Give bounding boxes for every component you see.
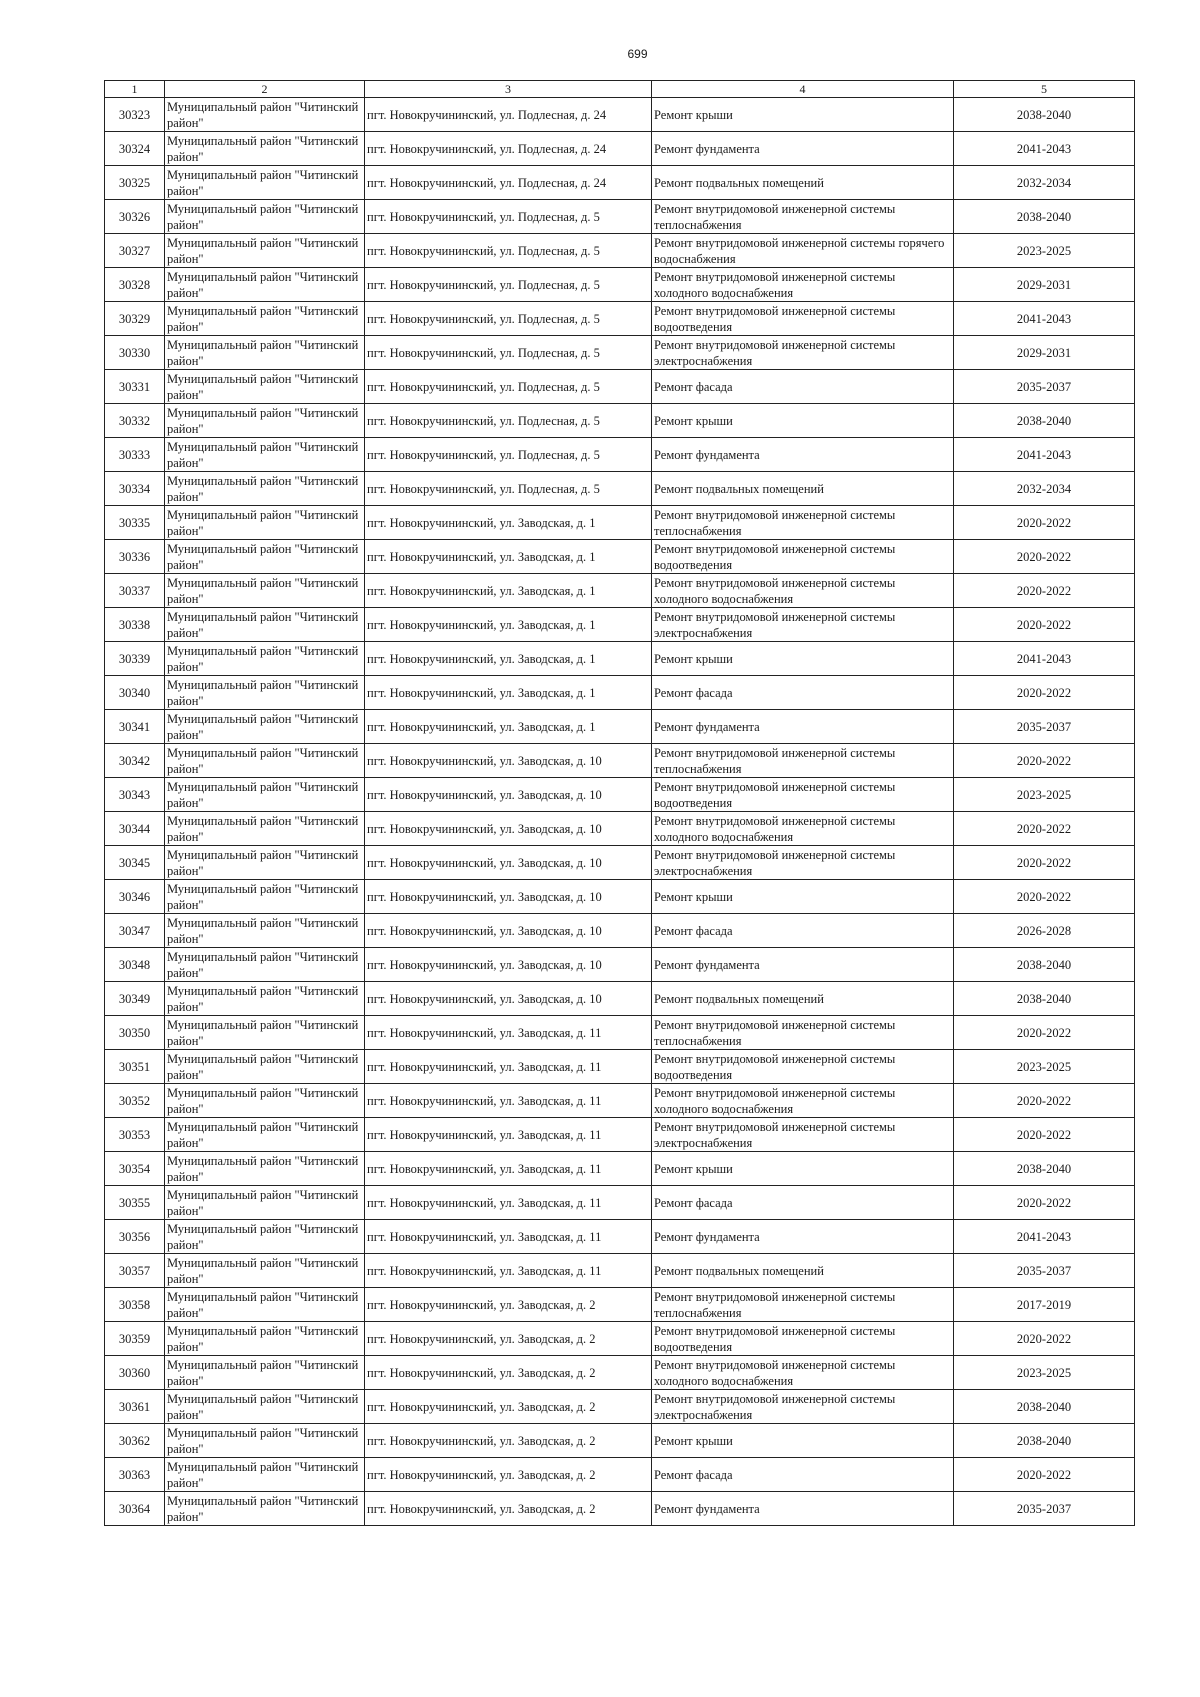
row-number-cell: 30356 [105, 1220, 165, 1254]
municipality-cell: Муниципальный район "Читинский район" [165, 336, 365, 370]
table-row [105, 880, 1135, 914]
period-cell: 2041-2043 [954, 642, 1135, 676]
municipality-cell: Муниципальный район "Читинский район" [165, 438, 365, 472]
period-cell: 2023-2025 [954, 1356, 1135, 1390]
work-type-cell: Ремонт внутридомовой инженерной системы электроснабжения [652, 1118, 954, 1152]
table-row [105, 268, 1135, 302]
table-row [105, 1152, 1135, 1186]
table-row [105, 200, 1135, 234]
period-cell: 2020-2022 [954, 1322, 1135, 1356]
column-header: 3 [365, 81, 652, 98]
address-cell: пгт. Новокручининский, ул. Заводская, д. 1 [365, 506, 652, 540]
table-row [105, 1118, 1135, 1152]
table-row [105, 132, 1135, 166]
row-number-cell: 30338 [105, 608, 165, 642]
row-number-cell: 30349 [105, 982, 165, 1016]
row-number-cell: 30340 [105, 676, 165, 710]
row-number-cell: 30334 [105, 472, 165, 506]
address-cell: пгт. Новокручининский, ул. Подлесная, д. 24 [365, 98, 652, 132]
municipality-cell: Муниципальный район "Читинский район" [165, 744, 365, 778]
row-number-cell: 30327 [105, 234, 165, 268]
table-row [105, 336, 1135, 370]
address-cell: пгт. Новокручининский, ул. Заводская, д. 1 [365, 540, 652, 574]
row-number-cell: 30332 [105, 404, 165, 438]
work-type-cell: Ремонт внутридомовой инженерной системы водоотведения [652, 778, 954, 812]
row-number-cell: 30355 [105, 1186, 165, 1220]
row-number-cell: 30330 [105, 336, 165, 370]
row-number-cell: 30351 [105, 1050, 165, 1084]
table-row [105, 370, 1135, 404]
address-cell: пгт. Новокручининский, ул. Заводская, д. 1 [365, 642, 652, 676]
period-cell: 2041-2043 [954, 1220, 1135, 1254]
work-type-cell: Ремонт фасада [652, 676, 954, 710]
work-type-cell: Ремонт внутридомовой инженерной системы теплоснабжения [652, 1016, 954, 1050]
table-row [105, 1016, 1135, 1050]
table-row [105, 778, 1135, 812]
table-row [105, 1390, 1135, 1424]
period-cell: 2020-2022 [954, 1016, 1135, 1050]
address-cell: пгт. Новокручининский, ул. Заводская, д. 11 [365, 1152, 652, 1186]
period-cell: 2020-2022 [954, 506, 1135, 540]
period-cell: 2029-2031 [954, 336, 1135, 370]
municipality-cell: Муниципальный район "Читинский район" [165, 1016, 365, 1050]
row-number-cell: 30343 [105, 778, 165, 812]
row-number-cell: 30363 [105, 1458, 165, 1492]
work-type-cell: Ремонт внутридомовой инженерной системы водоотведения [652, 1050, 954, 1084]
address-cell: пгт. Новокручининский, ул. Подлесная, д. 5 [365, 472, 652, 506]
period-cell: 2020-2022 [954, 880, 1135, 914]
period-cell: 2038-2040 [954, 200, 1135, 234]
municipality-cell: Муниципальный район "Читинский район" [165, 1458, 365, 1492]
table-row [105, 506, 1135, 540]
municipality-cell: Муниципальный район "Читинский район" [165, 1356, 365, 1390]
row-number-cell: 30347 [105, 914, 165, 948]
period-cell: 2041-2043 [954, 132, 1135, 166]
address-cell: пгт. Новокручининский, ул. Заводская, д. 10 [365, 914, 652, 948]
period-cell: 2023-2025 [954, 778, 1135, 812]
address-cell: пгт. Новокручининский, ул. Заводская, д. 1 [365, 710, 652, 744]
address-cell: пгт. Новокручининский, ул. Подлесная, д. 5 [365, 234, 652, 268]
column-header: 4 [652, 81, 954, 98]
table-header-row [105, 81, 1135, 98]
address-cell: пгт. Новокручининский, ул. Заводская, д. 1 [365, 574, 652, 608]
address-cell: пгт. Новокручининский, ул. Подлесная, д. 5 [365, 370, 652, 404]
work-type-cell: Ремонт фундамента [652, 438, 954, 472]
municipality-cell: Муниципальный район "Читинский район" [165, 574, 365, 608]
period-cell: 2029-2031 [954, 268, 1135, 302]
work-type-cell: Ремонт фасада [652, 370, 954, 404]
work-type-cell: Ремонт внутридомовой инженерной системы теплоснабжения [652, 200, 954, 234]
period-cell: 2020-2022 [954, 574, 1135, 608]
address-cell: пгт. Новокручининский, ул. Заводская, д. 2 [365, 1288, 652, 1322]
table-row [105, 166, 1135, 200]
row-number-cell: 30348 [105, 948, 165, 982]
address-cell: пгт. Новокручининский, ул. Заводская, д. 10 [365, 880, 652, 914]
address-cell: пгт. Новокручининский, ул. Заводская, д. 10 [365, 948, 652, 982]
table-row [105, 1322, 1135, 1356]
table-row [105, 676, 1135, 710]
table-row [105, 812, 1135, 846]
address-cell: пгт. Новокручининский, ул. Подлесная, д. 5 [365, 268, 652, 302]
table-row [105, 540, 1135, 574]
municipality-cell: Муниципальный район "Читинский район" [165, 914, 365, 948]
address-cell: пгт. Новокручининский, ул. Заводская, д. 2 [365, 1322, 652, 1356]
table-row [105, 608, 1135, 642]
municipality-cell: Муниципальный район "Читинский район" [165, 472, 365, 506]
address-cell: пгт. Новокручининский, ул. Заводская, д. 2 [365, 1356, 652, 1390]
table-row [105, 948, 1135, 982]
period-cell: 2020-2022 [954, 540, 1135, 574]
work-type-cell: Ремонт фасада [652, 1186, 954, 1220]
address-cell: пгт. Новокручининский, ул. Подлесная, д. 24 [365, 132, 652, 166]
municipality-cell: Муниципальный район "Читинский район" [165, 1390, 365, 1424]
row-number-cell: 30352 [105, 1084, 165, 1118]
period-cell: 2038-2040 [954, 1390, 1135, 1424]
row-number-cell: 30341 [105, 710, 165, 744]
work-type-cell: Ремонт внутридомовой инженерной системы электроснабжения [652, 1390, 954, 1424]
municipality-cell: Муниципальный район "Читинский район" [165, 98, 365, 132]
row-number-cell: 30325 [105, 166, 165, 200]
address-cell: пгт. Новокручининский, ул. Заводская, д. 10 [365, 982, 652, 1016]
row-number-cell: 30342 [105, 744, 165, 778]
period-cell: 2020-2022 [954, 676, 1135, 710]
period-cell: 2035-2037 [954, 710, 1135, 744]
work-type-cell: Ремонт внутридомовой инженерной системы холодного водоснабжения [652, 1356, 954, 1390]
work-type-cell: Ремонт крыши [652, 1424, 954, 1458]
address-cell: пгт. Новокручининский, ул. Заводская, д. 2 [365, 1492, 652, 1526]
work-type-cell: Ремонт внутридомовой инженерной системы холодного водоснабжения [652, 1084, 954, 1118]
row-number-cell: 30324 [105, 132, 165, 166]
work-type-cell: Ремонт внутридомовой инженерной системы водоотведения [652, 302, 954, 336]
page-number: 699 [627, 47, 648, 61]
work-type-cell: Ремонт фасада [652, 914, 954, 948]
municipality-cell: Муниципальный район "Читинский район" [165, 710, 365, 744]
work-type-cell: Ремонт внутридомовой инженерной системы холодного водоснабжения [652, 812, 954, 846]
table-row [105, 404, 1135, 438]
address-cell: пгт. Новокручининский, ул. Подлесная, д. 5 [365, 438, 652, 472]
address-cell: пгт. Новокручининский, ул. Заводская, д. 11 [365, 1084, 652, 1118]
municipality-cell: Муниципальный район "Читинский район" [165, 1254, 365, 1288]
municipality-cell: Муниципальный район "Читинский район" [165, 880, 365, 914]
row-number-cell: 30345 [105, 846, 165, 880]
work-type-cell: Ремонт фундамента [652, 132, 954, 166]
period-cell: 2023-2025 [954, 234, 1135, 268]
work-type-cell: Ремонт внутридомовой инженерной системы теплоснабжения [652, 744, 954, 778]
period-cell: 2020-2022 [954, 608, 1135, 642]
work-type-cell: Ремонт фундамента [652, 948, 954, 982]
work-type-cell: Ремонт внутридомовой инженерной системы электроснабжения [652, 608, 954, 642]
row-number-cell: 30360 [105, 1356, 165, 1390]
table-row [105, 914, 1135, 948]
address-cell: пгт. Новокручининский, ул. Заводская, д. 11 [365, 1254, 652, 1288]
municipality-cell: Муниципальный район "Читинский район" [165, 1050, 365, 1084]
municipality-cell: Муниципальный район "Читинский район" [165, 948, 365, 982]
table-row [105, 642, 1135, 676]
row-number-cell: 30326 [105, 200, 165, 234]
address-cell: пгт. Новокручининский, ул. Подлесная, д. 5 [365, 200, 652, 234]
address-cell: пгт. Новокручининский, ул. Подлесная, д. 5 [365, 302, 652, 336]
table-row [105, 846, 1135, 880]
table-row [105, 1356, 1135, 1390]
work-type-cell: Ремонт внутридомовой инженерной системы теплоснабжения [652, 1288, 954, 1322]
municipality-cell: Муниципальный район "Читинский район" [165, 846, 365, 880]
municipality-cell: Муниципальный район "Читинский район" [165, 608, 365, 642]
address-cell: пгт. Новокручининский, ул. Заводская, д. 11 [365, 1186, 652, 1220]
period-cell: 2026-2028 [954, 914, 1135, 948]
work-type-cell: Ремонт подвальных помещений [652, 982, 954, 1016]
municipality-cell: Муниципальный район "Читинский район" [165, 1424, 365, 1458]
period-cell: 2017-2019 [954, 1288, 1135, 1322]
address-cell: пгт. Новокручининский, ул. Заводская, д. 1 [365, 676, 652, 710]
row-number-cell: 30361 [105, 1390, 165, 1424]
table-row [105, 302, 1135, 336]
table-row [105, 1220, 1135, 1254]
row-number-cell: 30335 [105, 506, 165, 540]
work-type-cell: Ремонт внутридомовой инженерной системы горячего водоснабжения [652, 234, 954, 268]
row-number-cell: 30364 [105, 1492, 165, 1526]
period-cell: 2038-2040 [954, 982, 1135, 1016]
municipality-cell: Муниципальный район "Читинский район" [165, 506, 365, 540]
work-type-cell: Ремонт крыши [652, 880, 954, 914]
row-number-cell: 30329 [105, 302, 165, 336]
column-header: 2 [165, 81, 365, 98]
municipality-cell: Муниципальный район "Читинский район" [165, 778, 365, 812]
municipality-cell: Муниципальный район "Читинский район" [165, 200, 365, 234]
period-cell: 2020-2022 [954, 1084, 1135, 1118]
period-cell: 2020-2022 [954, 1118, 1135, 1152]
work-type-cell: Ремонт крыши [652, 642, 954, 676]
work-type-cell: Ремонт крыши [652, 98, 954, 132]
municipality-cell: Муниципальный район "Читинский район" [165, 642, 365, 676]
municipality-cell: Муниципальный район "Читинский район" [165, 1084, 365, 1118]
work-type-cell: Ремонт крыши [652, 1152, 954, 1186]
row-number-cell: 30331 [105, 370, 165, 404]
address-cell: пгт. Новокручининский, ул. Заводская, д. 1 [365, 608, 652, 642]
period-cell: 2020-2022 [954, 1186, 1135, 1220]
period-cell: 2038-2040 [954, 1152, 1135, 1186]
row-number-cell: 30336 [105, 540, 165, 574]
municipality-cell: Муниципальный район "Читинский район" [165, 1186, 365, 1220]
address-cell: пгт. Новокручининский, ул. Подлесная, д. 5 [365, 404, 652, 438]
row-number-cell: 30337 [105, 574, 165, 608]
work-type-cell: Ремонт фундамента [652, 710, 954, 744]
row-number-cell: 30358 [105, 1288, 165, 1322]
row-number-cell: 30357 [105, 1254, 165, 1288]
period-cell: 2035-2037 [954, 1254, 1135, 1288]
row-number-cell: 30328 [105, 268, 165, 302]
period-cell: 2020-2022 [954, 812, 1135, 846]
row-number-cell: 30333 [105, 438, 165, 472]
period-cell: 2032-2034 [954, 472, 1135, 506]
municipality-cell: Муниципальный район "Читинский район" [165, 1492, 365, 1526]
address-cell: пгт. Новокручининский, ул. Заводская, д. 10 [365, 778, 652, 812]
municipality-cell: Муниципальный район "Читинский район" [165, 302, 365, 336]
period-cell: 2038-2040 [954, 1424, 1135, 1458]
row-number-cell: 30350 [105, 1016, 165, 1050]
municipality-cell: Муниципальный район "Читинский район" [165, 404, 365, 438]
municipality-cell: Муниципальный район "Читинский район" [165, 812, 365, 846]
work-type-cell: Ремонт фасада [652, 1458, 954, 1492]
address-cell: пгт. Новокручининский, ул. Подлесная, д. 5 [365, 336, 652, 370]
work-type-cell: Ремонт внутридомовой инженерной системы холодного водоснабжения [652, 268, 954, 302]
capital-repair-table [104, 80, 1135, 1526]
municipality-cell: Муниципальный район "Читинский район" [165, 268, 365, 302]
address-cell: пгт. Новокручининский, ул. Заводская, д. 10 [365, 812, 652, 846]
address-cell: пгт. Новокручининский, ул. Заводская, д. 2 [365, 1424, 652, 1458]
row-number-cell: 30339 [105, 642, 165, 676]
municipality-cell: Муниципальный район "Читинский район" [165, 982, 365, 1016]
period-cell: 2038-2040 [954, 948, 1135, 982]
row-number-cell: 30346 [105, 880, 165, 914]
table-row [105, 1492, 1135, 1526]
table-row [105, 1186, 1135, 1220]
period-cell: 2020-2022 [954, 744, 1135, 778]
period-cell: 2038-2040 [954, 98, 1135, 132]
work-type-cell: Ремонт подвальных помещений [652, 472, 954, 506]
address-cell: пгт. Новокручининский, ул. Заводская, д. 11 [365, 1016, 652, 1050]
table-row [105, 710, 1135, 744]
period-cell: 2035-2037 [954, 1492, 1135, 1526]
work-type-cell: Ремонт подвальных помещений [652, 1254, 954, 1288]
work-type-cell: Ремонт внутридомовой инженерной системы водоотведения [652, 540, 954, 574]
column-header: 1 [105, 81, 165, 98]
period-cell: 2020-2022 [954, 846, 1135, 880]
municipality-cell: Муниципальный район "Читинский район" [165, 1152, 365, 1186]
municipality-cell: Муниципальный район "Читинский район" [165, 676, 365, 710]
work-type-cell: Ремонт внутридомовой инженерной системы электроснабжения [652, 336, 954, 370]
municipality-cell: Муниципальный район "Читинский район" [165, 1288, 365, 1322]
address-cell: пгт. Новокручининский, ул. Заводская, д. 2 [365, 1390, 652, 1424]
work-type-cell: Ремонт внутридомовой инженерной системы водоотведения [652, 1322, 954, 1356]
table-row [105, 234, 1135, 268]
municipality-cell: Муниципальный район "Читинский район" [165, 1118, 365, 1152]
municipality-cell: Муниципальный район "Читинский район" [165, 132, 365, 166]
table-row [105, 438, 1135, 472]
table-row [105, 744, 1135, 778]
municipality-cell: Муниципальный район "Читинский район" [165, 540, 365, 574]
work-type-cell: Ремонт внутридомовой инженерной системы теплоснабжения [652, 506, 954, 540]
row-number-cell: 30353 [105, 1118, 165, 1152]
period-cell: 2032-2034 [954, 166, 1135, 200]
work-type-cell: Ремонт внутридомовой инженерной системы холодного водоснабжения [652, 574, 954, 608]
row-number-cell: 30354 [105, 1152, 165, 1186]
address-cell: пгт. Новокручининский, ул. Заводская, д. 10 [365, 846, 652, 880]
period-cell: 2041-2043 [954, 302, 1135, 336]
work-type-cell: Ремонт крыши [652, 404, 954, 438]
municipality-cell: Муниципальный район "Читинский район" [165, 166, 365, 200]
address-cell: пгт. Новокручининский, ул. Заводская, д. 10 [365, 744, 652, 778]
row-number-cell: 30362 [105, 1424, 165, 1458]
row-number-cell: 30344 [105, 812, 165, 846]
municipality-cell: Муниципальный район "Читинский район" [165, 234, 365, 268]
table-row [105, 1254, 1135, 1288]
address-cell: пгт. Новокручининский, ул. Заводская, д. 2 [365, 1458, 652, 1492]
table-row [105, 472, 1135, 506]
work-type-cell: Ремонт фундамента [652, 1220, 954, 1254]
row-number-cell: 30323 [105, 98, 165, 132]
column-header: 5 [954, 81, 1135, 98]
period-cell: 2041-2043 [954, 438, 1135, 472]
work-type-cell: Ремонт подвальных помещений [652, 166, 954, 200]
table-row [105, 574, 1135, 608]
address-cell: пгт. Новокручининский, ул. Заводская, д. 11 [365, 1118, 652, 1152]
period-cell: 2020-2022 [954, 1458, 1135, 1492]
table-row [105, 98, 1135, 132]
table-row [105, 1424, 1135, 1458]
period-cell: 2038-2040 [954, 404, 1135, 438]
address-cell: пгт. Новокручининский, ул. Заводская, д. 11 [365, 1220, 652, 1254]
table-row [105, 1288, 1135, 1322]
work-type-cell: Ремонт фундамента [652, 1492, 954, 1526]
municipality-cell: Муниципальный район "Читинский район" [165, 1220, 365, 1254]
table-row [105, 1084, 1135, 1118]
address-cell: пгт. Новокручининский, ул. Подлесная, д. 24 [365, 166, 652, 200]
period-cell: 2023-2025 [954, 1050, 1135, 1084]
table-row [105, 982, 1135, 1016]
row-number-cell: 30359 [105, 1322, 165, 1356]
address-cell: пгт. Новокручининский, ул. Заводская, д. 11 [365, 1050, 652, 1084]
municipality-cell: Муниципальный район "Читинский район" [165, 370, 365, 404]
table-row [105, 1458, 1135, 1492]
period-cell: 2035-2037 [954, 370, 1135, 404]
table-row [105, 1050, 1135, 1084]
municipality-cell: Муниципальный район "Читинский район" [165, 1322, 365, 1356]
work-type-cell: Ремонт внутридомовой инженерной системы электроснабжения [652, 846, 954, 880]
